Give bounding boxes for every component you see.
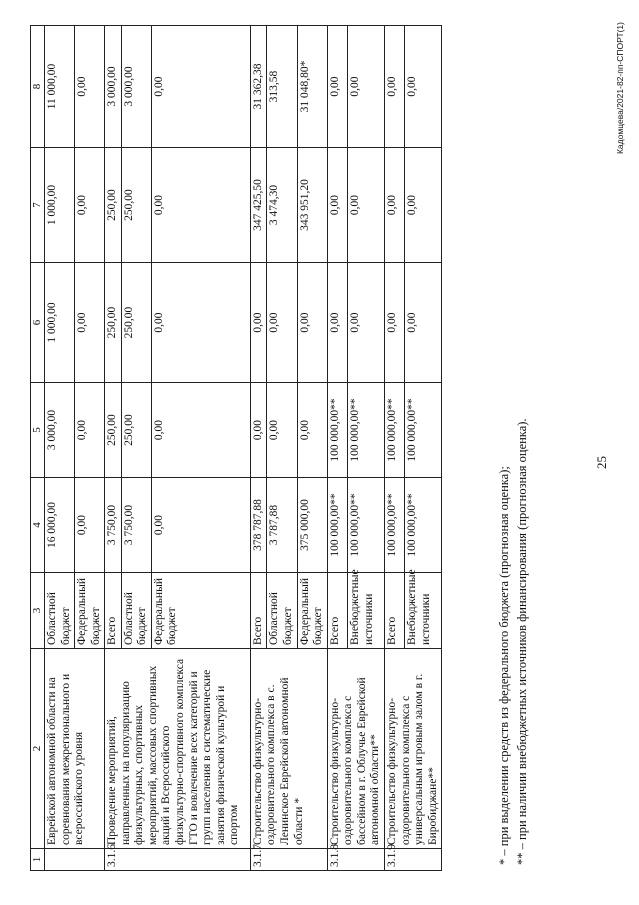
amount-cell: 100 000,00** <box>405 478 442 573</box>
item-name: Строительство физкультурно-оздоровительного комплекса в с. Ленинское Еврейской автономной области * <box>250 649 327 849</box>
amount-cell: 0,00 <box>297 383 327 478</box>
amount-cell: 0,00 <box>384 263 404 383</box>
amount-cell: 0,00 <box>250 263 267 383</box>
table-row <box>327 26 347 871</box>
amount-cell: 0,00 <box>297 263 327 383</box>
amount-cell: 250,00 <box>121 148 151 263</box>
item-name: Еврейской автономной области на соревнования межрегионального и всероссийского уровня <box>44 649 104 849</box>
table-row <box>384 26 404 871</box>
amount-cell: 100 000,00** <box>327 478 347 573</box>
amount-cell: 31 362,38 <box>250 26 267 148</box>
header-cell: 2 <box>31 649 45 849</box>
page-number: 25 <box>594 456 609 469</box>
funding-source: Внебюджетные источники <box>348 573 385 649</box>
amount-cell: 0,00 <box>348 148 385 263</box>
header-cell: 7 <box>31 148 45 263</box>
funding-source: Федеральный бюджет <box>151 573 250 649</box>
amount-cell: 3 750,00 <box>121 478 151 573</box>
amount-cell: 0,00 <box>267 383 297 478</box>
amount-cell: 375 000,00 <box>297 478 327 573</box>
amount-cell: 100 000,00** <box>348 383 385 478</box>
amount-cell: 0,00 <box>75 478 105 573</box>
amount-cell: 0,00 <box>151 263 250 383</box>
amount-cell: 1 000,00 <box>44 263 74 383</box>
footnote: * – при выделении средств из федерального бюджета (прогнозная оценка); <box>497 466 511 865</box>
amount-cell: 0,00 <box>75 26 105 148</box>
funding-source: Областной бюджет <box>44 573 74 649</box>
amount-cell: 0,00 <box>384 26 404 148</box>
amount-cell: 3 750,00 <box>105 478 122 573</box>
funding-source: Всего <box>384 573 404 649</box>
item-number <box>44 849 104 871</box>
amount-cell: 31 048,80* <box>297 26 327 148</box>
amount-cell: 250,00 <box>105 383 122 478</box>
amount-cell: 100 000,00** <box>405 383 442 478</box>
amount-cell: 0,00 <box>405 26 442 148</box>
amount-cell: 0,00 <box>151 478 250 573</box>
amount-cell: 0,00 <box>75 263 105 383</box>
amount-cell: 0,00 <box>327 148 347 263</box>
amount-cell: 0,00 <box>327 263 347 383</box>
amount-cell: 0,00 <box>151 383 250 478</box>
amount-cell: 0,00 <box>384 148 404 263</box>
financing-table <box>30 25 442 871</box>
amount-cell: 1 000,00 <box>44 148 74 263</box>
funding-source: Областной бюджет <box>267 573 297 649</box>
header-cell: 1 <box>31 849 45 871</box>
amount-cell: 0,00 <box>327 26 347 148</box>
funding-source: Федеральный бюджет <box>75 573 105 649</box>
table-row <box>44 26 74 871</box>
amount-cell: 100 000,00** <box>348 478 385 573</box>
amount-cell: 0,00 <box>348 26 385 148</box>
amount-cell: 0,00 <box>75 383 105 478</box>
amount-cell: 0,00 <box>75 148 105 263</box>
amount-cell: 3 000,00 <box>105 26 122 148</box>
amount-cell: 100 000,00** <box>327 383 347 478</box>
item-number: 3.1.8 <box>327 849 384 871</box>
amount-cell: 250,00 <box>105 148 122 263</box>
amount-cell: 100 000,00** <box>384 383 404 478</box>
funding-source: Всего <box>250 573 267 649</box>
amount-cell: 0,00 <box>151 26 250 148</box>
amount-cell: 3 787,88 <box>267 478 297 573</box>
footnote: ** – при наличии внебюджетных источников финансирования (прогнозная оценка). <box>515 418 529 865</box>
funding-source: Всего <box>105 573 122 649</box>
item-name: Строительство физкультурно-оздоровительного комплекса с бассейном в г. Облучье Еврейской автономной области** <box>327 649 384 849</box>
amount-cell: 313,58 <box>267 26 297 148</box>
amount-cell: 0,00 <box>348 263 385 383</box>
table-row <box>250 26 267 871</box>
amount-cell: 0,00 <box>151 148 250 263</box>
header-row <box>31 26 45 871</box>
item-name: Строительство физкультурно-оздоровительного комплекса с универсальным игровым залом в г. Биробиджане** <box>384 649 441 849</box>
item-number: 3.1.7 <box>250 849 327 871</box>
table-row <box>105 26 122 871</box>
amount-cell: 0,00 <box>250 383 267 478</box>
amount-cell: 0,00 <box>267 263 297 383</box>
amount-cell: 0,00 <box>405 263 442 383</box>
funding-source: Внебюджетные источники <box>405 573 442 649</box>
amount-cell: 347 425,50 <box>250 148 267 263</box>
amount-cell: 250,00 <box>121 263 151 383</box>
amount-cell: 16 000,00 <box>44 478 74 573</box>
funding-source: Всего <box>327 573 347 649</box>
item-number: 3.1.6 <box>105 849 251 871</box>
amount-cell: 250,00 <box>121 383 151 478</box>
header-cell: 8 <box>31 26 45 148</box>
amount-cell: 100 000,00** <box>384 478 404 573</box>
item-name: Проведение мероприятий, направленных на популяризацию физкультурных, спортивных мероприятий, массовых спортивных акций и Всероссийского физкультурно-спортивного комплекса ГТО и вовлечение всех категорий и групп населения в систематические занятия физической культурой и спортом <box>105 649 251 849</box>
amount-cell: 250,00 <box>105 263 122 383</box>
amount-cell: 3 474,30 <box>267 148 297 263</box>
amount-cell: 11 000,00 <box>44 26 74 148</box>
amount-cell: 3 000,00 <box>44 383 74 478</box>
header-cell: 6 <box>31 263 45 383</box>
funding-source: Федеральный бюджет <box>297 573 327 649</box>
document-code: Кадомцева/2021-82-пп-СПОРТ(1) <box>615 22 625 155</box>
amount-cell: 3 000,00 <box>121 26 151 148</box>
amount-cell: 378 787,88 <box>250 478 267 573</box>
header-cell: 3 <box>31 573 45 649</box>
amount-cell: 343 951,20 <box>297 148 327 263</box>
amount-cell: 0,00 <box>405 148 442 263</box>
item-number: 3.1.9 <box>384 849 441 871</box>
header-cell: 4 <box>31 478 45 573</box>
funding-source: Областной бюджет <box>121 573 151 649</box>
header-cell: 5 <box>31 383 45 478</box>
